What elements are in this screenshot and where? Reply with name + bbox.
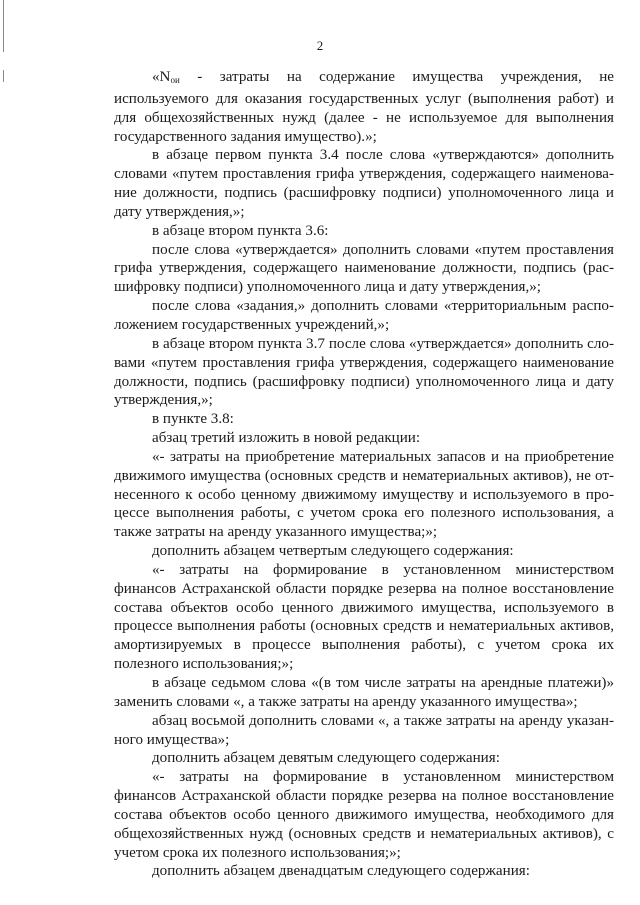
paragraph: дополнить абзацем четвертым следующего содержания: (152, 543, 514, 560)
paragraph: дополнить абзацем девятым следующего содержания: (152, 750, 500, 767)
page-number: 2 (316, 38, 324, 53)
paragraph: после слова «утверждается» дополнить словами «путем проставления грифа утверждения, содержащего наименование должности, подпись (расшифровку подписи) уполномоченного лица и дату утверждения,»; (114, 241, 614, 296)
paragraph: в абзаце втором пункта 3.6: (152, 222, 329, 239)
paragraph-text: - затраты на содержание имущества учреждения, не используемого для оказания государственных услуг (выполнения работ) и для общехозяйственных нужд (далее - не используемое для выполнения государственного задания имущество).»; (114, 69, 614, 145)
paragraph: в абзаце втором пункта 3.7 после слова «утверждается» дополнить словами «путем проставления грифа утверждения, содержащего наименование должности, подпись (расшифровку подписи) уполномоченного лица и дату утверждения,»; (114, 335, 614, 409)
paragraph: «- затраты на формирование в установленном министерством финансов Астраханской области порядке резерва на полное восстановление состава объектов особо ценного движимого имущества, необходимого для общехозяйственных нужд (основных средств и нематериальных активов), с учетом срока их полезного использования;»; (114, 769, 614, 861)
paragraph: дополнить абзацем двенадцатым следующего содержания: (152, 863, 530, 880)
scan-edge-mark (3, 70, 4, 82)
document-body (114, 68, 614, 881)
paragraph: «- затраты на приобретение материальных запасов и на приобретение движимого имущества (основных средств и нематериальных активов), не отнесенного к особо ценному движимому имуществу и используемого в процессе выполнения работы, с учетом срока его полезного использования, а также затраты на аренду указанного имущества;»; (114, 448, 614, 541)
paragraph: в абзаце первом пункта 3.4 после слова «утверждаются» дополнить словами «путем проставления грифа утверждения, содержащего наименование должности, подпись (расшифровку подписи) уполномоченного лица и дату утверждения,»; (114, 147, 614, 220)
paragraph: «- затраты на формирование в установленном министерством финансов Астраханской области порядке резерва на полное восстановление состава объектов особо ценного движимого имущества, используемого в процессе выполнения работы (основных средств и нематериальных активов, амортизируемых в процессе выполнения работы), с учетом срока их полезного использования;»; (114, 561, 614, 673)
paragraph: абзац восьмой дополнить словами «, а также затраты на аренду указанного имущества»; (114, 712, 614, 748)
paragraph: в пункте 3.8: (152, 411, 234, 428)
subscript: ои (170, 75, 180, 85)
paragraph: после слова «задания,» дополнить словами «территориальным расположением государственных учреждений,»; (114, 298, 614, 333)
paragraph (114, 68, 614, 146)
paragraph: в абзаце седьмом слова «(в том числе затраты на арендные платежи)» заменить словами «, а также затраты на аренду указанного имущества»; (114, 675, 614, 710)
paragraph-prefix: «N (152, 69, 171, 85)
paragraph: абзац третий изложить в новой редакции: (152, 430, 421, 447)
